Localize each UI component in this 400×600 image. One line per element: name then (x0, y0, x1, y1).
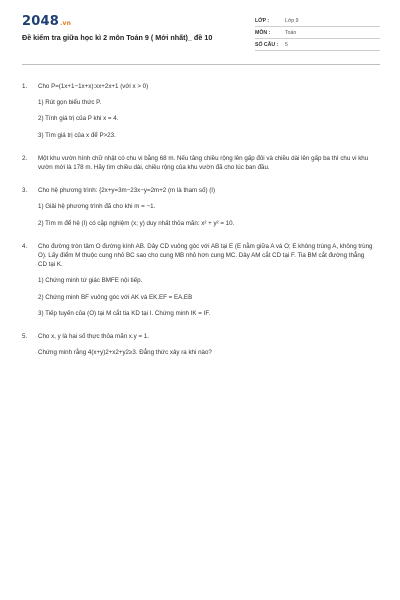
meta-table (255, 15, 380, 51)
meta-value: 5 (285, 41, 288, 48)
question-number: 3. (22, 187, 28, 195)
question-3 (22, 186, 374, 228)
question-part: 1) Rút gọn biểu thức P. (38, 99, 102, 107)
question-number: 4. (22, 242, 28, 250)
meta-row-subject (255, 27, 380, 39)
question-5 (22, 332, 374, 357)
site-logo[interactable] (22, 14, 71, 29)
question-stem: Cho đường tròn tâm O đường kính AB. Dây CD vuông góc với AB tại E (E nằm giữa A và O; E không trùng A, không trùng O). Lấy điểm M thuộc cung nhỏ BC sao cho cung MB nhỏ hơn cung MC. Dây AM cắt CD tại F. Tia BM cắt đường thẳng CD tại K. (38, 242, 373, 269)
logo-domain: .vn (59, 20, 72, 27)
question-1 (22, 82, 374, 140)
meta-row-class (255, 15, 380, 27)
question-list (22, 82, 374, 357)
question-part: 2) Chứng minh BF vuông góc với AK và EK.EF = EA.EB (38, 293, 193, 301)
question-part: 1) Chứng minh tứ giác BMFE nội tiếp. (38, 277, 143, 285)
question-number: 1. (22, 83, 28, 90)
question-4 (22, 242, 374, 318)
question-part: 3) Tìm giá trị của x để P>23. (38, 131, 116, 139)
question-part: 1) Giải hệ phương trình đã cho khi m = −1. (38, 203, 156, 211)
question-number: 2. (22, 154, 28, 162)
meta-row-question-count (255, 39, 380, 51)
question-stem: Cho x, y là hai số thực thỏa mãn x.y = 1. (38, 333, 149, 341)
meta-value: Lớp 9 (285, 17, 299, 24)
question-2 (22, 154, 374, 172)
question-part: 2) Tìm m để hệ (I) có cặp nghiệm (x; y) duy nhất thỏa mãn: x² + y² = 10. (38, 219, 235, 227)
question-stem: Một khu vườn hình chữ nhật có chu vi bằng 68 m. Nếu tăng chiều rộng lên gấp đôi và chiều dài lên gấp ba thì chu vi khu vườn mới là 178 m. Hãy tìm chiều dài, chiều rộng của khu vườn đã cho lúc ban đầu. (38, 154, 369, 172)
meta-label: LỚP : (255, 17, 270, 24)
question-part: 3) Tiếp tuyến của (O) tại M cắt tia KD tại I. Chứng minh IK = IF. (38, 309, 211, 317)
meta-label: MÔN : (255, 29, 271, 36)
question-part: 2) Tính giá trị của P khi x = 4. (38, 115, 119, 123)
question-stem: Cho P=(1x+1−1x+x):xx+2x+1 (với x > 0) (38, 83, 149, 90)
meta-label: SỐ CÂU : (255, 41, 279, 48)
header-divider (22, 64, 380, 65)
page-title: Đề kiểm tra giữa học kì 2 môn Toán 9 ( Mới nhất)_ đề 10 (22, 33, 213, 42)
question-part: Chứng minh rằng 4(x+y)2+x2+y2≥3. Đẳng thức xảy ra khi nào? (38, 349, 212, 357)
question-number: 5. (22, 333, 28, 341)
meta-value: Toán (285, 29, 297, 36)
logo-text: 2048 (22, 14, 59, 29)
question-stem: Cho hệ phương trình: {2x+y=3m−23x−y=2m+2 (m là tham số) (I) (38, 187, 216, 195)
